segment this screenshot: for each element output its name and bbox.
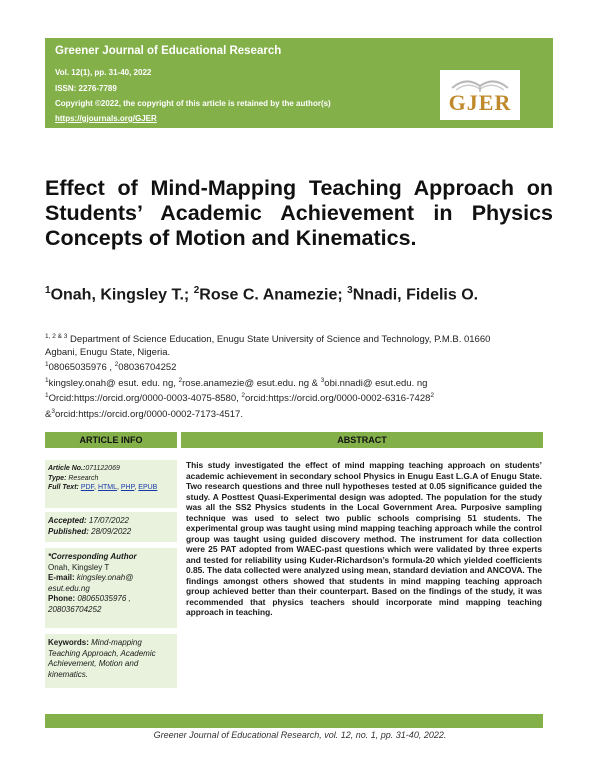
accepted-label: Accepted: — [48, 516, 87, 525]
author-sup: 1 — [45, 285, 51, 296]
phone-sup: 1 — [45, 361, 49, 369]
fulltext-pdf-link[interactable]: PDF — [80, 484, 95, 491]
paper-title: Effect of Mind-Mapping Teaching Approach on Students’ Academic Achievement in Physics Concepts of Motion and Kinematics. — [45, 176, 553, 250]
type-label: Type: — [48, 474, 67, 482]
abstract-heading: ABSTRACT — [181, 432, 543, 448]
journal-logo — [440, 70, 520, 120]
phone-2: 08036704252 — [118, 362, 177, 374]
orcid-3[interactable]: orcid:https://orcid.org/0000-0002-7173-4517. — [54, 409, 243, 421]
fulltext-epub-link[interactable]: EPUB — [138, 484, 158, 491]
orcid-sup: 3 — [51, 408, 55, 416]
phone-line — [45, 359, 560, 375]
phone-value-2: 208036704252 — [48, 604, 102, 614]
fulltext-html-link[interactable]: HTML — [97, 484, 117, 491]
article-meta-box: Article No.:071122069 Type: Research Full Text: PDF, HTML, PHP, EPUB — [45, 460, 177, 508]
phone-1: 08065035976 , — [48, 362, 113, 374]
affiliation-sup: 1, 2 & 3 — [45, 333, 68, 340]
article-no: 071122069 — [85, 465, 120, 472]
author-sup: 2 — [193, 285, 200, 296]
article-no-label: Article No.: — [48, 465, 86, 472]
email-3: obi.nnadi@ esut.edu. ng — [324, 377, 428, 389]
orcid-sup: 2 — [241, 392, 246, 400]
journal-issn: ISSN: 2276-7789 — [55, 84, 117, 93]
footer-bar — [45, 714, 543, 728]
keywords-text-2: Teaching Approach, Academic — [48, 648, 156, 658]
orcid-line-2 — [45, 406, 560, 422]
orcid-line — [45, 390, 560, 406]
orcid-sup: 2 — [430, 392, 435, 400]
fulltext-php-link[interactable]: PHP — [120, 484, 135, 491]
journal-copyright: Copyright ©2022, the copyright of this article is retained by the author(s) — [55, 99, 331, 108]
affiliation-line — [45, 331, 560, 347]
corresponding-name: Onah, Kingsley T — [48, 562, 110, 572]
author-name: Rose C. Anamezie; — [199, 286, 343, 304]
article-type: Research — [68, 474, 99, 482]
affiliation-line-2: Agbani, Enugu State, Nigeria. — [45, 346, 171, 358]
keywords-text: Mind-mapping — [91, 638, 142, 647]
article-info-heading: ARTICLE INFO — [45, 432, 177, 448]
phone-value: 08065035976 , — [77, 594, 131, 603]
author-name: Nnadi, Fidelis O. — [352, 286, 479, 304]
keywords-box — [45, 634, 177, 688]
email-sup: 3 — [320, 376, 325, 384]
email-2: rose.anamezie@ esut.edu. ng & — [182, 377, 321, 389]
journal-link[interactable]: https://gjournals.org/GJER — [55, 114, 157, 123]
email-1: kingsley.onah@ esut. edu. ng, — [48, 377, 179, 389]
affiliation-block — [45, 331, 560, 422]
author-list — [45, 285, 553, 304]
author-sup: 3 — [347, 285, 353, 296]
orcid-1[interactable]: Orcid:https://orcid.org/0000-0003-4075-8580, — [48, 393, 242, 405]
email-label: E-mail: — [48, 573, 75, 582]
fulltext-label: Full Text: — [48, 484, 79, 491]
journal-volume: Vol. 12(1), pp. 31-40, 2022 — [55, 68, 152, 77]
email-line — [45, 375, 560, 391]
phone-sup: 2 — [114, 361, 119, 369]
email-value-2: esut.edu.ng — [48, 583, 90, 593]
logo-text: GJER — [448, 90, 512, 115]
accepted-date: 17/07/2022 — [88, 516, 129, 525]
abstract-text: This study investigated the effect of mind mapping teaching approach on students’ academic achievement in secondary school Physics in Enugu East L.G.A of Enugu State. Two research questions and three null hypotheses tested at 0.05 significance guided the study. A Posttest Quasi-Experimental design was adopted. The population for the study was all the SS2 Physics students in the Local Government Area. Purposive sampling technique was used to select two public schools comprising 51 students. The experimental group was taught using mind mapping teaching approach while the control group was taught using guided discovery method. The instrument for data collection were 25 PAT adopted from WAEC-past questions which were validated by three experts and tested for reliability using Kuder-Richardson’s formula-20 which yielded coefficients 0.85. The data collected were analyzed using mean, standard deviation and ANCOVA. The findings amongst others showed that students in mind mapping teaching approach group achieved better than their counterpart. Based on the findings of the study, it was recommended that physics teachers should incorporate mind mapping teaching approach in teaching. — [186, 460, 542, 617]
author-name: Onah, Kingsley T.; — [50, 286, 190, 304]
email-sup: 2 — [178, 376, 183, 384]
dates-box — [45, 512, 177, 542]
corresponding-label: *Corresponding Author — [48, 552, 137, 561]
affiliation-text: Department of Science Education, Enugu State University of Science and Technology, P.M.B. 01660 — [67, 334, 491, 346]
published-date: 28/09/2022 — [91, 526, 132, 536]
footer-citation: Greener Journal of Educational Research, vol. 12, no. 1, pp. 31-40, 2022. — [153, 730, 447, 740]
corresponding-author-box — [45, 548, 177, 628]
keywords-label: Keywords: — [48, 638, 89, 647]
published-label: Published: — [48, 526, 89, 536]
email-value: kingsley.onah@ — [76, 573, 134, 582]
keywords-text-3: Achievement, Motion and — [48, 659, 139, 668]
journal-title: Greener Journal of Educational Research — [55, 45, 282, 57]
keywords-text-4: kinematics. — [48, 669, 89, 679]
orcid-sup: 1 — [45, 392, 49, 400]
orcid-amp: & — [45, 409, 52, 421]
orcid-2[interactable]: orcid:https://orcid.org/0000-0002-6316-7428 — [245, 393, 431, 405]
phone-label: Phone: — [48, 594, 76, 603]
email-sup: 1 — [45, 376, 49, 384]
